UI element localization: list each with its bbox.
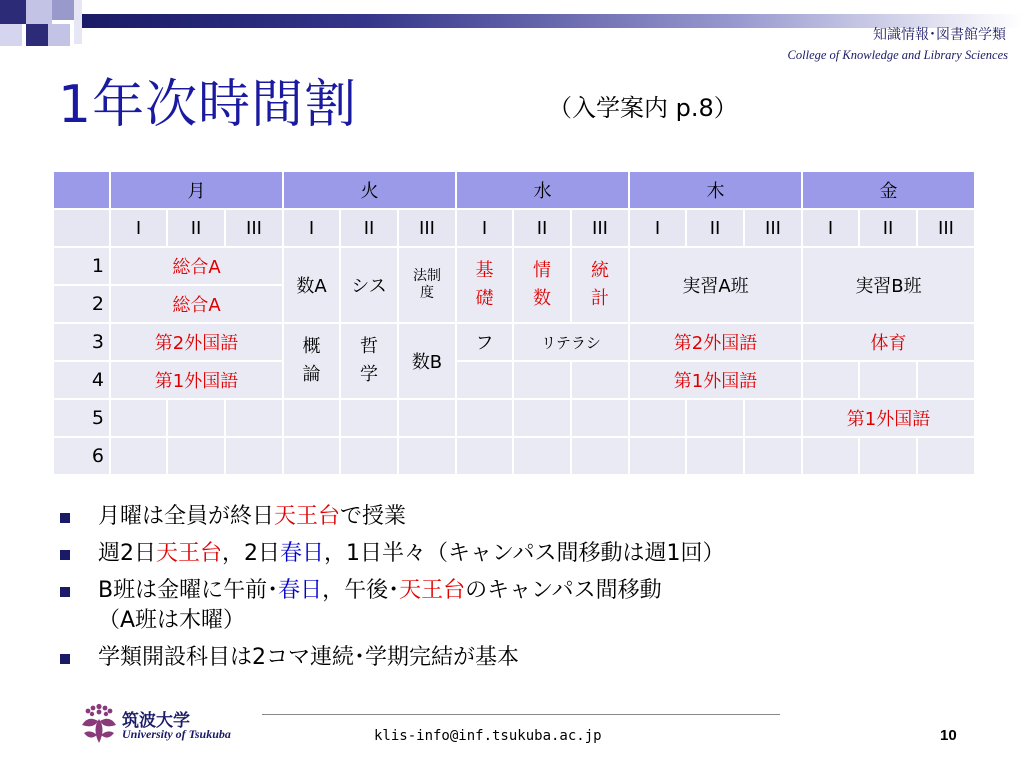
row-number: 4 bbox=[53, 361, 110, 399]
class-text: 礎 bbox=[475, 288, 494, 309]
note-segment: ，午後･ bbox=[322, 578, 400, 603]
period-header: I bbox=[456, 209, 513, 247]
period-header: II bbox=[859, 209, 917, 247]
note-item bbox=[56, 576, 725, 636]
timetable-row bbox=[53, 323, 975, 361]
class-cell: 体育 bbox=[802, 323, 975, 361]
note-segment: 月曜は全員が終日 bbox=[98, 504, 275, 529]
row-number: 3 bbox=[53, 323, 110, 361]
highlight-text-red: 天王台 bbox=[274, 504, 341, 529]
row-number: 1 bbox=[53, 247, 110, 285]
empty-cell bbox=[686, 437, 744, 475]
class-cell bbox=[283, 323, 340, 399]
logo-text-jp: 筑波大学 bbox=[122, 711, 190, 731]
decor-square bbox=[0, 24, 22, 46]
period-header: II bbox=[686, 209, 744, 247]
class-cell: 第1外国語 bbox=[802, 399, 975, 437]
row-number: 6 bbox=[53, 437, 110, 475]
class-text: 法制 bbox=[413, 268, 441, 284]
timetable-row bbox=[53, 247, 975, 285]
row-number: 5 bbox=[53, 399, 110, 437]
empty-cell bbox=[283, 437, 340, 475]
empty-cell bbox=[456, 437, 513, 475]
note-segment: のキャンパス間移動 bbox=[465, 578, 662, 603]
class-cell: 第1外国語 bbox=[629, 361, 802, 399]
class-text: 論 bbox=[302, 364, 321, 385]
footer-divider bbox=[262, 714, 780, 715]
empty-cell bbox=[571, 399, 629, 437]
empty-cell bbox=[917, 437, 975, 475]
class-text: 度 bbox=[420, 285, 434, 301]
class-text: 情 bbox=[533, 260, 551, 281]
notes-list bbox=[56, 502, 725, 680]
day-header: 水 bbox=[456, 171, 629, 209]
empty-cell bbox=[744, 437, 802, 475]
period-header: I bbox=[629, 209, 686, 247]
empty-cell bbox=[802, 437, 859, 475]
timetable bbox=[52, 170, 976, 476]
empty-cell bbox=[802, 361, 859, 399]
note-text bbox=[98, 541, 725, 566]
corner-cell bbox=[53, 209, 110, 247]
class-cell: 第1外国語 bbox=[110, 361, 283, 399]
empty-cell bbox=[917, 361, 975, 399]
empty-cell bbox=[456, 399, 513, 437]
empty-cell bbox=[283, 399, 340, 437]
note-segment: 学類開設科目は2コマ連続･学期完結が基本 bbox=[98, 645, 519, 670]
day-header: 月 bbox=[110, 171, 283, 209]
empty-cell bbox=[571, 437, 629, 475]
period-header: II bbox=[340, 209, 398, 247]
timetable-row bbox=[53, 399, 975, 437]
empty-cell bbox=[110, 437, 167, 475]
class-cell bbox=[398, 247, 456, 323]
class-cell bbox=[456, 247, 513, 323]
day-header: 金 bbox=[802, 171, 975, 209]
empty-cell bbox=[398, 399, 456, 437]
empty-cell bbox=[629, 437, 686, 475]
class-cell: 実習A班 bbox=[629, 247, 802, 323]
day-header-row bbox=[53, 171, 975, 209]
empty-cell bbox=[225, 437, 283, 475]
decor-square bbox=[26, 0, 52, 24]
highlight-text-blue: 春日 bbox=[280, 541, 325, 566]
class-cell: 数B bbox=[398, 323, 456, 399]
logo-text-en: University of Tsukuba bbox=[122, 727, 231, 741]
class-text: 数 bbox=[533, 288, 551, 309]
empty-cell bbox=[167, 437, 225, 475]
empty-cell bbox=[456, 361, 513, 399]
class-text: 計 bbox=[591, 288, 609, 309]
period-header: III bbox=[398, 209, 456, 247]
period-header: I bbox=[110, 209, 167, 247]
empty-cell bbox=[340, 399, 398, 437]
note-text-line2: （A班は木曜） bbox=[98, 608, 246, 633]
empty-cell bbox=[225, 399, 283, 437]
row-number: 2 bbox=[53, 285, 110, 323]
note-segment: 週2日 bbox=[98, 541, 156, 566]
decor-square bbox=[48, 24, 70, 46]
highlight-text-red: 天王台 bbox=[399, 578, 466, 603]
class-cell bbox=[340, 323, 398, 399]
empty-cell bbox=[110, 399, 167, 437]
square-bullet-icon bbox=[60, 654, 70, 664]
class-cell bbox=[571, 247, 629, 323]
class-text: 概 bbox=[302, 336, 321, 357]
slide-title: 1年次時間割 bbox=[58, 75, 358, 135]
empty-cell bbox=[859, 361, 917, 399]
paulownia-crest-icon bbox=[78, 703, 120, 745]
period-header-row bbox=[53, 209, 975, 247]
department-name-jp: 知識情報･図書館学類 bbox=[873, 27, 1006, 43]
page-number: 10 bbox=[940, 727, 957, 744]
note-item bbox=[56, 539, 725, 569]
highlight-text-blue: 春日 bbox=[278, 578, 323, 603]
empty-cell bbox=[513, 361, 571, 399]
class-cell: シス bbox=[340, 247, 398, 323]
period-header: III bbox=[225, 209, 283, 247]
note-text bbox=[98, 645, 519, 670]
decor-square bbox=[0, 0, 26, 24]
period-header: I bbox=[802, 209, 859, 247]
class-cell: フ bbox=[456, 323, 513, 361]
empty-cell bbox=[571, 361, 629, 399]
note-segment: B班は金曜に午前･ bbox=[98, 578, 279, 603]
timetable-row bbox=[53, 437, 975, 475]
square-bullet-icon bbox=[60, 587, 70, 597]
period-header: III bbox=[917, 209, 975, 247]
empty-cell bbox=[629, 399, 686, 437]
class-cell: 実習B班 bbox=[802, 247, 975, 323]
class-cell: 総合A bbox=[110, 285, 283, 323]
corner-cell bbox=[53, 171, 110, 209]
empty-cell bbox=[859, 437, 917, 475]
empty-cell bbox=[340, 437, 398, 475]
note-segment: で授業 bbox=[340, 504, 407, 529]
note-segment: ，1日半々（キャンパス間移動は週1回） bbox=[324, 541, 725, 566]
contact-email: klis-info@inf.tsukuba.ac.jp bbox=[374, 728, 602, 744]
empty-cell bbox=[513, 437, 571, 475]
note-text bbox=[98, 504, 406, 529]
class-cell: 第2外国語 bbox=[110, 323, 283, 361]
empty-cell bbox=[167, 399, 225, 437]
decor-square bbox=[26, 24, 48, 46]
highlight-text-red: 天王台 bbox=[156, 541, 223, 566]
square-bullet-icon bbox=[60, 513, 70, 523]
class-cell: 数A bbox=[283, 247, 340, 323]
square-bullet-icon bbox=[60, 550, 70, 560]
slide-subtitle: （入学案内 p.8） bbox=[548, 94, 738, 122]
decor-square bbox=[74, 0, 82, 44]
class-cell: 総合A bbox=[110, 247, 283, 285]
empty-cell bbox=[398, 437, 456, 475]
class-text: 学 bbox=[360, 364, 378, 385]
empty-cell bbox=[686, 399, 744, 437]
class-text: 統 bbox=[591, 260, 609, 281]
period-header: I bbox=[283, 209, 340, 247]
class-text: 基 bbox=[475, 260, 494, 281]
class-cell bbox=[513, 247, 571, 323]
timetable-row bbox=[53, 361, 975, 399]
day-header: 木 bbox=[629, 171, 802, 209]
note-item bbox=[56, 643, 725, 673]
class-text: 哲 bbox=[360, 336, 378, 357]
note-item bbox=[56, 502, 725, 532]
note-segment: ，2日 bbox=[222, 541, 281, 566]
empty-cell bbox=[744, 399, 802, 437]
period-header: III bbox=[744, 209, 802, 247]
period-header: II bbox=[167, 209, 225, 247]
day-header: 火 bbox=[283, 171, 456, 209]
class-cell: リテラシ bbox=[513, 323, 629, 361]
empty-cell bbox=[513, 399, 571, 437]
period-header: III bbox=[571, 209, 629, 247]
period-header: II bbox=[513, 209, 571, 247]
class-cell: 第2外国語 bbox=[629, 323, 802, 361]
decor-square bbox=[52, 0, 74, 20]
note-text bbox=[98, 578, 662, 603]
department-name-en: College of Knowledge and Library Sciences bbox=[787, 48, 1008, 62]
